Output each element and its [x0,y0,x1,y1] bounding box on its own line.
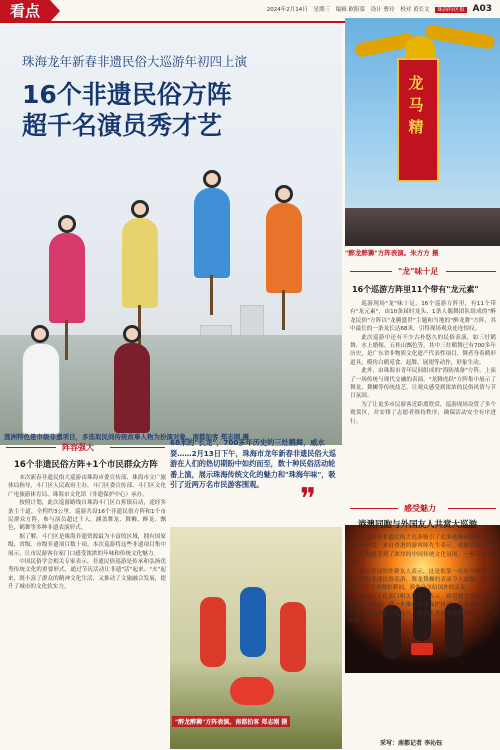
section-heading: "龙"味十足 [398,267,439,276]
paragraph: 巡游现场"龙"味十足，16个巡游方阵里，有11个带有"龙元素"，由10条届时龙头、1条人偶舞团队组成的"醉龙民俗"方阵以"龙腾盛世"主题和当地的"醉龙舞"方阵，其中最长的一条龙长达68米，引得现场观众连连惊叹。 [350,301,496,333]
lion-costume [230,677,274,705]
dancer [240,587,266,657]
paragraph: 中国民俗学会相关专家表示，非遗民俗巡游是传承和弘扬优秀传统文化的重要形式，通过节庆活动让非遗"活"起来、"火"起来，既丰富了群众的精神文化生活，又推动了文旅融合发展，提升了城市的文化软实力。 [8,559,166,591]
page-number: A03 [472,4,492,14]
crowd [345,208,500,246]
section-rule [6,447,56,448]
paragraph: 此外，由珠海市青年民间组成的"海防战备"方阵，上演了一场传统与现代交融的表演。"龙腾虎跃"方阵集中展示了舞龙、舞狮等传统技艺，让观众感受到浓浓的民俗风情与节日氛围。 [350,368,496,400]
dance-photo-caption: "醉龙醉狮"方阵表演。南都拍客 郑志刚 摄 [172,716,290,727]
section-rule [446,271,496,272]
edition-line [263,4,492,14]
dancer [280,602,306,672]
article-headline-line2: 超千名演员秀才艺 [22,111,223,140]
dragon-parade-photo [345,18,500,246]
edition-badge: 珠海特区报 [437,7,465,13]
article-body-column [350,300,496,500]
dancer [200,597,226,667]
costumed-performer [190,170,240,290]
paragraph: 珠海市文化部门相关负责人表示，希望通过举办新春非遗民俗大巡游，进一步推动非遗保护传承，让非遗融入现代生活，擦亮珠海文化名片，吸引更多游客来珠海过大年、品年味。 [348,593,498,626]
costumed-performer [118,200,162,320]
costumed-performer [262,185,306,305]
paragraph: 这次新春非遗民俗大巡游吸引了众多港澳同胞和外国友人前来观赏。来自香港的游客陈先生表示，巡游活动非常精彩，让他感受到了浓厚的中国传统文化氛围，一家人都非常喜欢。 [348,535,498,567]
section-rule [350,508,398,509]
dragon-body [424,24,495,50]
paragraph: 为了让更多市民游客近距离欣赏，巡游现场设置了多个观赏区，并安排了志愿者维持秩序，确保活动安全有序进行。 [350,401,496,425]
costumed-performer [110,325,170,445]
article-body-column [348,534,498,734]
costumed-performer [45,215,89,335]
section-heading: 感受魅力 [404,504,436,513]
issue-date: 2024年2月14日 [266,7,308,13]
hero-photo-caption: 莲洲特色是市级非遗项目，多选取民间传统故事人物为扮演对象。南都拍客 郑志刚 摄 [4,433,250,441]
section-subheading: 16个非遗民俗方阵+1个市民群众方阵 [14,460,158,470]
quote-mark: ❞ [300,482,317,517]
paragraph: 此次巡游中还有不少古朴悠久的民俗表演，如三灶鹤舞、水上婚嫁、五桂山飘色等。其中三灶鹤舞已有700多年历史，是广东省非物质文化遗产代表性项目，舞者身着鹤形道具，模仿白鹤觅食、起舞、展翅等动作，形象生动。 [350,334,496,366]
editor-credit: 编辑 欧阳慕 [335,7,365,13]
paragraph: 本次新春非遗民俗大巡游由珠海市委宣传部、珠海市文广旅体局指导，斗门区人民政府主办，斗门区委宣传部、斗门区文化广电旅游体育局、珠海市文化馆（非遗保护中心）承办。 [8,475,166,498]
article-kicker: 珠海龙年新春非遗民俗大巡游年初四上演 [22,54,248,69]
section-heading: 阵容强大 [62,443,94,452]
costumed-performer [18,325,78,445]
banner-text: 龙马精 [408,74,424,136]
designer-credit: 设计 曹玲 [370,7,395,13]
paragraph: 来自美国的外籍友人表示，这是他第一次在中国观看这样大型的非遗民俗巡游，舞龙舞狮的表演令人震撼，他用手机拍下了许多精彩瞬间，准备分享给国外的亲友。 [348,568,498,592]
paragraph: 据了解，斗门区是珠海非遗资源最为丰富的区域，拥有国家级、省级、市级非遗项目数十项。本次巡游将这些非遗项目集中展示，让市民游客在家门口感受浓浓的年味和传统文化魅力。 [8,533,166,557]
section-rule [110,447,165,448]
section-subheading: 港澳同胞与外国友人共赏大巡游 [358,520,478,530]
byline: 采写：南都记者 李沁钰 [380,740,443,747]
section-rule [350,271,392,272]
section-tag: 看点 [0,0,50,22]
lead-quote: 68米的"长龙"，700多年历史的三灶鹤舞，威水耍……2月13日下午，珠海市龙年新春非遗民俗大巡游在人们的热切期盼中如约而至，数十种民俗活动轮番上演，展示珠海传统文化的魅力和"珠海年味"，吸引了近两万名市民游客围观。 [170,438,336,489]
section-subheading: 16个巡游方阵里11个带有"龙元素" [352,285,479,294]
article-body-column [8,474,166,746]
paragraph: 按照计划，此次巡游路线自珠海斗门区白蕉镇启动，途经多条主干道，全程约3公里。巡游共设16个非遗民俗方阵和1个市民群众方阵，参与演员超过千人，涵盖舞龙、舞狮、醉龙、飘色、鹤舞等多种非遗表演形式。 [8,500,166,532]
section-rule [448,508,496,509]
dragon-photo-caption: "醉龙醉狮"方阵表演。朱方方 摄 [345,249,439,257]
proof-credit: 校对 黄长文 [400,7,430,13]
issue-weekday: 星期三 [313,7,330,13]
article-headline-line1: 16个非遗民俗方阵 [22,80,232,109]
